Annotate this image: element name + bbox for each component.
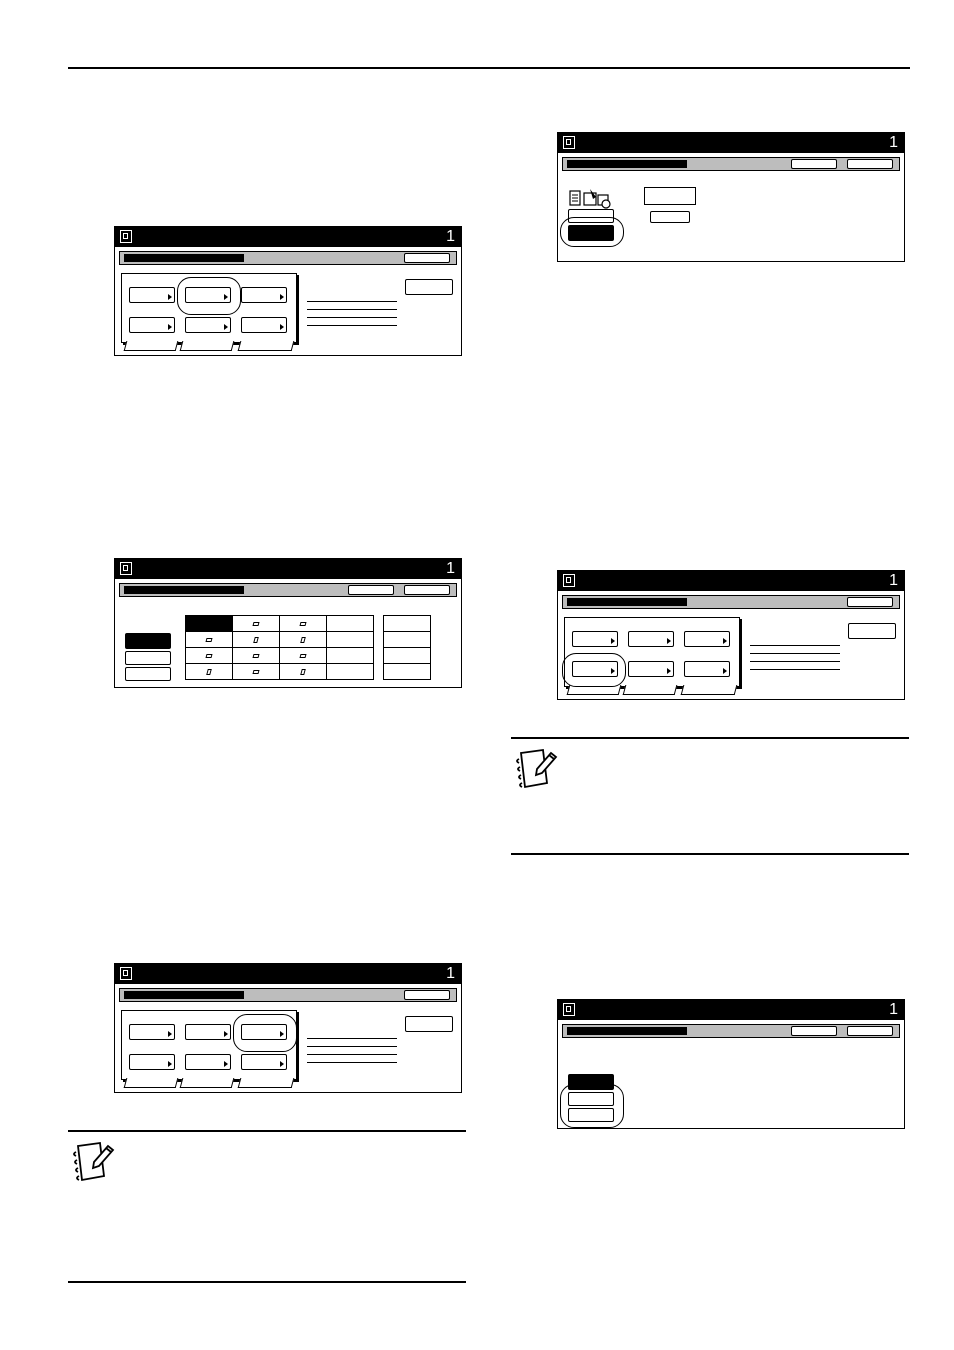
menu-button-6[interactable] bbox=[241, 317, 287, 333]
menu-button-4[interactable] bbox=[129, 1054, 175, 1070]
close-button[interactable] bbox=[847, 597, 893, 607]
title-strip bbox=[119, 988, 457, 1002]
menu-button-4[interactable] bbox=[129, 317, 175, 333]
back-button[interactable] bbox=[405, 279, 453, 295]
original-document-icon bbox=[120, 562, 132, 575]
original-document-icon bbox=[563, 574, 575, 587]
menu-button-1[interactable] bbox=[129, 1024, 175, 1040]
back-button[interactable] bbox=[348, 585, 394, 595]
back-button[interactable] bbox=[791, 159, 837, 169]
menu-button-2[interactable] bbox=[628, 631, 674, 647]
tab-2[interactable] bbox=[623, 685, 678, 695]
paper-size-cell[interactable] bbox=[279, 631, 327, 648]
screen-4 bbox=[557, 132, 905, 262]
paper-size-cell[interactable] bbox=[326, 615, 374, 632]
tab-3[interactable] bbox=[238, 1078, 295, 1088]
option-button-2[interactable] bbox=[125, 651, 171, 665]
note-bottom-rule bbox=[68, 1281, 466, 1283]
paper-size-cell[interactable] bbox=[383, 615, 431, 632]
back-button[interactable] bbox=[405, 1016, 453, 1032]
title-strip bbox=[562, 157, 900, 171]
menu-button-3[interactable] bbox=[684, 631, 730, 647]
paper-size-cell[interactable] bbox=[279, 615, 327, 632]
note-top-rule bbox=[511, 737, 909, 739]
menu-button-6[interactable] bbox=[241, 1054, 287, 1070]
menu-button-5[interactable] bbox=[185, 1054, 231, 1070]
screen-5 bbox=[557, 570, 905, 700]
tab-1[interactable] bbox=[124, 341, 179, 351]
screen-1 bbox=[114, 226, 462, 356]
note-bottom-rule bbox=[511, 853, 909, 855]
page-counter: 1 bbox=[889, 572, 898, 589]
close-button[interactable] bbox=[404, 253, 450, 263]
tab-2[interactable] bbox=[180, 1078, 235, 1088]
paper-size-cell[interactable] bbox=[383, 647, 431, 664]
close-button[interactable] bbox=[847, 159, 893, 169]
option-button-selected[interactable] bbox=[125, 633, 171, 649]
close-button[interactable] bbox=[847, 1026, 893, 1036]
page-counter: 1 bbox=[446, 560, 455, 577]
close-button[interactable] bbox=[404, 990, 450, 1000]
back-button[interactable] bbox=[848, 623, 896, 639]
highlight-oval bbox=[233, 1014, 297, 1052]
paper-size-cell[interactable] bbox=[185, 647, 233, 664]
title-strip bbox=[119, 583, 457, 597]
note-top-rule bbox=[68, 1130, 466, 1132]
paper-size-cell[interactable] bbox=[383, 663, 431, 680]
tab-1[interactable] bbox=[124, 1078, 179, 1088]
highlight-oval bbox=[560, 1084, 624, 1128]
paper-size-cell[interactable] bbox=[185, 615, 233, 632]
page-counter: 1 bbox=[889, 134, 898, 151]
note-pad-icon bbox=[513, 747, 559, 793]
stapled-documents-icon bbox=[568, 187, 614, 209]
paper-size-cell[interactable] bbox=[279, 663, 327, 680]
back-button[interactable] bbox=[791, 1026, 837, 1036]
option-button-3[interactable] bbox=[125, 667, 171, 681]
menu-button-6[interactable] bbox=[684, 661, 730, 677]
menu-button-3[interactable] bbox=[241, 287, 287, 303]
paper-size-cell[interactable] bbox=[326, 631, 374, 648]
original-document-icon bbox=[563, 1003, 575, 1016]
highlight-oval bbox=[560, 217, 624, 247]
page-counter: 1 bbox=[446, 965, 455, 982]
paper-size-cell[interactable] bbox=[383, 631, 431, 648]
header-rule bbox=[68, 67, 910, 69]
change-button[interactable] bbox=[650, 211, 690, 223]
paper-size-cell[interactable] bbox=[232, 631, 280, 648]
paper-size-cell[interactable] bbox=[326, 647, 374, 664]
page-counter: 1 bbox=[889, 1001, 898, 1018]
paper-size-cell[interactable] bbox=[326, 663, 374, 680]
paper-size-cell[interactable] bbox=[185, 663, 233, 680]
original-document-icon bbox=[120, 967, 132, 980]
screen-6 bbox=[557, 999, 905, 1129]
tab-2[interactable] bbox=[180, 341, 235, 351]
value-display bbox=[644, 187, 696, 205]
menu-button-2[interactable] bbox=[185, 1024, 231, 1040]
tab-3[interactable] bbox=[681, 685, 738, 695]
title-strip bbox=[562, 595, 900, 609]
menu-button-5[interactable] bbox=[628, 661, 674, 677]
screen-3 bbox=[114, 963, 462, 1093]
paper-size-cell[interactable] bbox=[185, 631, 233, 648]
highlight-oval bbox=[177, 277, 241, 315]
menu-button-1[interactable] bbox=[129, 287, 175, 303]
original-document-icon bbox=[563, 136, 575, 149]
paper-size-cell[interactable] bbox=[279, 647, 327, 664]
page-counter: 1 bbox=[446, 228, 455, 245]
menu-button-1[interactable] bbox=[572, 631, 618, 647]
tab-3[interactable] bbox=[238, 341, 295, 351]
paper-size-cell[interactable] bbox=[232, 647, 280, 664]
screen-2 bbox=[114, 558, 462, 688]
highlight-oval bbox=[562, 653, 626, 687]
paper-size-cell[interactable] bbox=[232, 615, 280, 632]
title-strip bbox=[562, 1024, 900, 1038]
close-button[interactable] bbox=[404, 585, 450, 595]
original-document-icon bbox=[120, 230, 132, 243]
paper-size-cell[interactable] bbox=[232, 663, 280, 680]
note-pad-icon bbox=[70, 1140, 116, 1186]
menu-button-5[interactable] bbox=[185, 317, 231, 333]
title-strip bbox=[119, 251, 457, 265]
